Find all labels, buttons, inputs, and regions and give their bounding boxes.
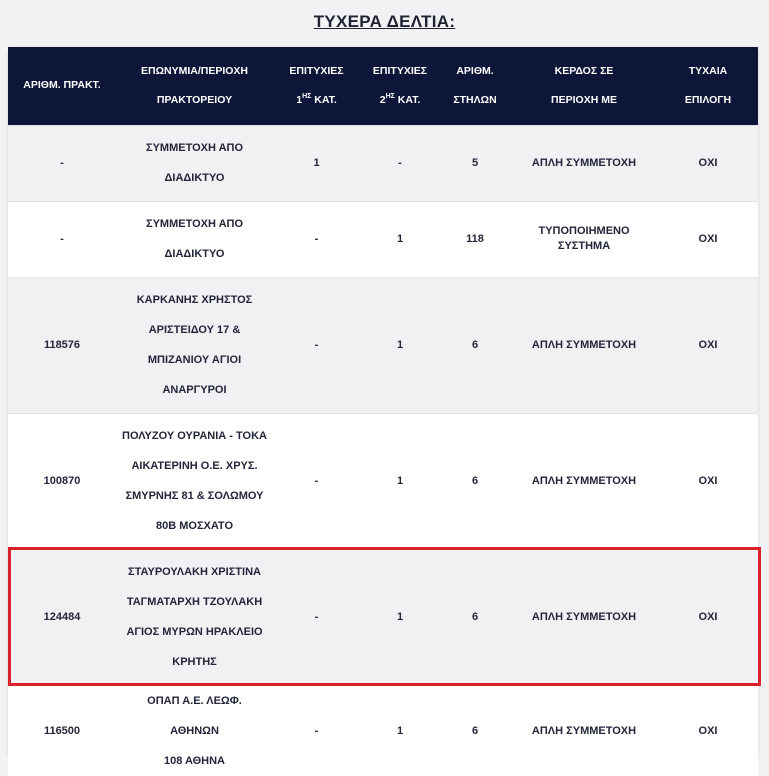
header-label: ΕΠΩΝΥΜΙΑ/ΠΕΡΙΟΧΗ: [140, 64, 248, 77]
gain-line: ΣΥΣΤΗΜΑ: [557, 240, 611, 252]
cell-gain: [510, 685, 658, 776]
header-cat1-wins: [273, 47, 360, 125]
cell-agency-no: -: [8, 201, 116, 277]
header-cat2-wins: [360, 47, 440, 125]
cell-gain: [510, 549, 658, 685]
cell-agency-no: 116500: [8, 685, 116, 776]
table-header: [8, 47, 758, 125]
header-label: [277, 86, 356, 115]
header-random-pick: [658, 47, 758, 125]
cat-suffix: ΚΑΤ.: [311, 93, 337, 106]
header-label: ΑΡΙΘΜ. ΠΡΑΚΤ.: [23, 79, 101, 92]
name-line: ΑΙΚΑΤΕΡΙΝΗ Ο.Ε. ΧΡΥΣ.: [131, 460, 258, 472]
table-body: [8, 125, 758, 776]
name-line: ΣΥΜΜΕΤΟΧΗ ΑΠΟ: [145, 142, 244, 154]
cat-superscript: ΗΣ: [385, 92, 395, 100]
cell-agency-name: [116, 277, 273, 413]
header-label: ΕΠΙΛΟΓΗ: [684, 93, 732, 106]
cell-agency-no: 118576: [8, 277, 116, 413]
cell-gain: [510, 201, 658, 277]
cell-random: ΟΧΙ: [658, 277, 758, 413]
cell-columns: 118: [440, 201, 510, 277]
header-label: ΤΥΧΑΙΑ: [688, 64, 728, 77]
header-label: ΕΠΙΤΥΧΙΕΣ: [372, 64, 428, 77]
name-line: ΔΙΑΔΙΚΤΥΟ: [164, 248, 225, 260]
name-line: 80Β ΜΟΣΧΑΤΟ: [156, 520, 233, 532]
cell-agency-name: [116, 685, 273, 776]
cell-cat1: 1: [273, 125, 360, 201]
gain-line: ΑΠΛΗ ΣΥΜΜΕΤΟΧΗ: [531, 475, 637, 487]
gain-line: ΑΠΛΗ ΣΥΜΜΕΤΟΧΗ: [531, 611, 637, 623]
cell-columns: 5: [440, 125, 510, 201]
cell-columns: 6: [440, 549, 510, 685]
cell-cat1: -: [273, 277, 360, 413]
cell-gain: [510, 125, 658, 201]
winning-tickets-table: [8, 47, 758, 776]
cell-gain: [510, 277, 658, 413]
cell-cat1: -: [273, 201, 360, 277]
cell-random: ΟΧΙ: [658, 549, 758, 685]
cell-cat2: 1: [360, 549, 440, 685]
cell-cat2: 1: [360, 201, 440, 277]
header-label: ΠΡΑΚΤΟΡΕΙΟΥ: [156, 93, 233, 106]
header-label: ΚΕΡΔΟΣ ΣΕ: [554, 64, 614, 77]
header-label: [364, 86, 436, 115]
cell-cat1: -: [273, 413, 360, 549]
cell-cat2: 1: [360, 277, 440, 413]
name-line: ΤΑΓΜΑΤΑΡΧΗ ΤΖΟΥΛΑΚΗ: [126, 596, 263, 608]
name-line: ΜΠΙΖΑΝΙΟΥ ΑΓΙΟΙ: [147, 354, 242, 366]
cell-agency-name: [116, 201, 273, 277]
cell-cat1: -: [273, 685, 360, 776]
cell-random: ΟΧΙ: [658, 685, 758, 776]
cat-suffix: ΚΑΤ.: [394, 93, 421, 106]
name-line: ΑΡΙΣΤΕΙΔΟΥ 17 &: [148, 324, 241, 336]
cell-cat1: -: [273, 549, 360, 685]
name-line: ΑΝΑΡΓΥΡΟΙ: [162, 384, 227, 396]
cat-number: 1: [296, 93, 303, 106]
table-row: [8, 413, 758, 549]
header-agency-no: [8, 47, 116, 125]
cell-random: ΟΧΙ: [658, 201, 758, 277]
cell-agency-no: 100870: [8, 413, 116, 549]
table-row-highlighted: [8, 549, 758, 685]
name-line: ΠΟΛΥΖΟΥ ΟΥΡΑΝΙΑ - ΤΟΚΑ: [122, 430, 267, 442]
cell-columns: 6: [440, 685, 510, 776]
name-line: 108 ΑΘΗΝΑ: [163, 754, 226, 767]
page-title: ΤΥΧΕΡΑ ΔΕΛΤΙΑ:: [313, 12, 456, 31]
header-label: ΠΕΡΙΟΧΗ ΜΕ: [551, 93, 617, 106]
header-agency-name: [116, 47, 273, 125]
cell-cat2: 1: [360, 685, 440, 776]
cell-cat2: -: [360, 125, 440, 201]
table-row: [8, 685, 758, 776]
cell-cat2: 1: [360, 413, 440, 549]
name-line: ΣΤΑΥΡΟΥΛΑΚΗ ΧΡΙΣΤΙΝΑ: [128, 566, 261, 578]
cell-random: ΟΧΙ: [658, 125, 758, 201]
header-label: ΑΡΙΘΜ.: [456, 64, 494, 77]
gain-line: ΑΠΛΗ ΣΥΜΜΕΤΟΧΗ: [531, 339, 637, 351]
name-line: ΟΠΑΠ Α.Ε. ΛΕΩΦ. ΑΘΗΝΩΝ: [147, 694, 242, 737]
cell-agency-no: 124484: [8, 549, 116, 685]
name-line: ΣΜΥΡΝΗΣ 81 & ΣΟΛΩΜΟΥ: [125, 490, 264, 502]
table-row: [8, 201, 758, 277]
cell-agency-name: [116, 125, 273, 201]
cell-agency-name: [116, 413, 273, 549]
name-line: ΣΥΜΜΕΤΟΧΗ ΑΠΟ: [145, 218, 244, 230]
name-line: ΔΙΑΔΙΚΤΥΟ: [164, 172, 225, 184]
name-line: ΑΓΙΟΣ ΜΥΡΩΝ ΗΡΑΚΛΕΙΟ: [126, 626, 263, 638]
table-row: [8, 277, 758, 413]
header-gain-area: [510, 47, 658, 125]
name-line: ΚΡΗΤΗΣ: [172, 656, 217, 668]
header-columns-count: [440, 47, 510, 125]
header-label: ΣΤΗΛΩΝ: [453, 93, 497, 106]
table-row: [8, 125, 758, 201]
name-line: ΚΑΡΚΑΝΗΣ ΧΡΗΣΤΟΣ: [136, 294, 253, 306]
cell-columns: 6: [440, 413, 510, 549]
cell-columns: 6: [440, 277, 510, 413]
gain-line: ΤΥΠΟΠΟΙΗΜΕΝΟ: [538, 225, 630, 237]
gain-line: ΑΠΛΗ ΣΥΜΜΕΤΟΧΗ: [531, 724, 637, 737]
cell-agency-name: [116, 549, 273, 685]
cat-number: 2: [379, 93, 386, 106]
cat-superscript: ΗΣ: [302, 92, 312, 100]
results-card: [8, 47, 758, 767]
cell-gain: [510, 413, 658, 549]
cell-random: ΟΧΙ: [658, 413, 758, 549]
cell-agency-no: -: [8, 125, 116, 201]
header-label: ΕΠΙΤΥΧΙΕΣ: [289, 64, 344, 77]
gain-line: ΑΠΛΗ ΣΥΜΜΕΤΟΧΗ: [531, 157, 637, 169]
